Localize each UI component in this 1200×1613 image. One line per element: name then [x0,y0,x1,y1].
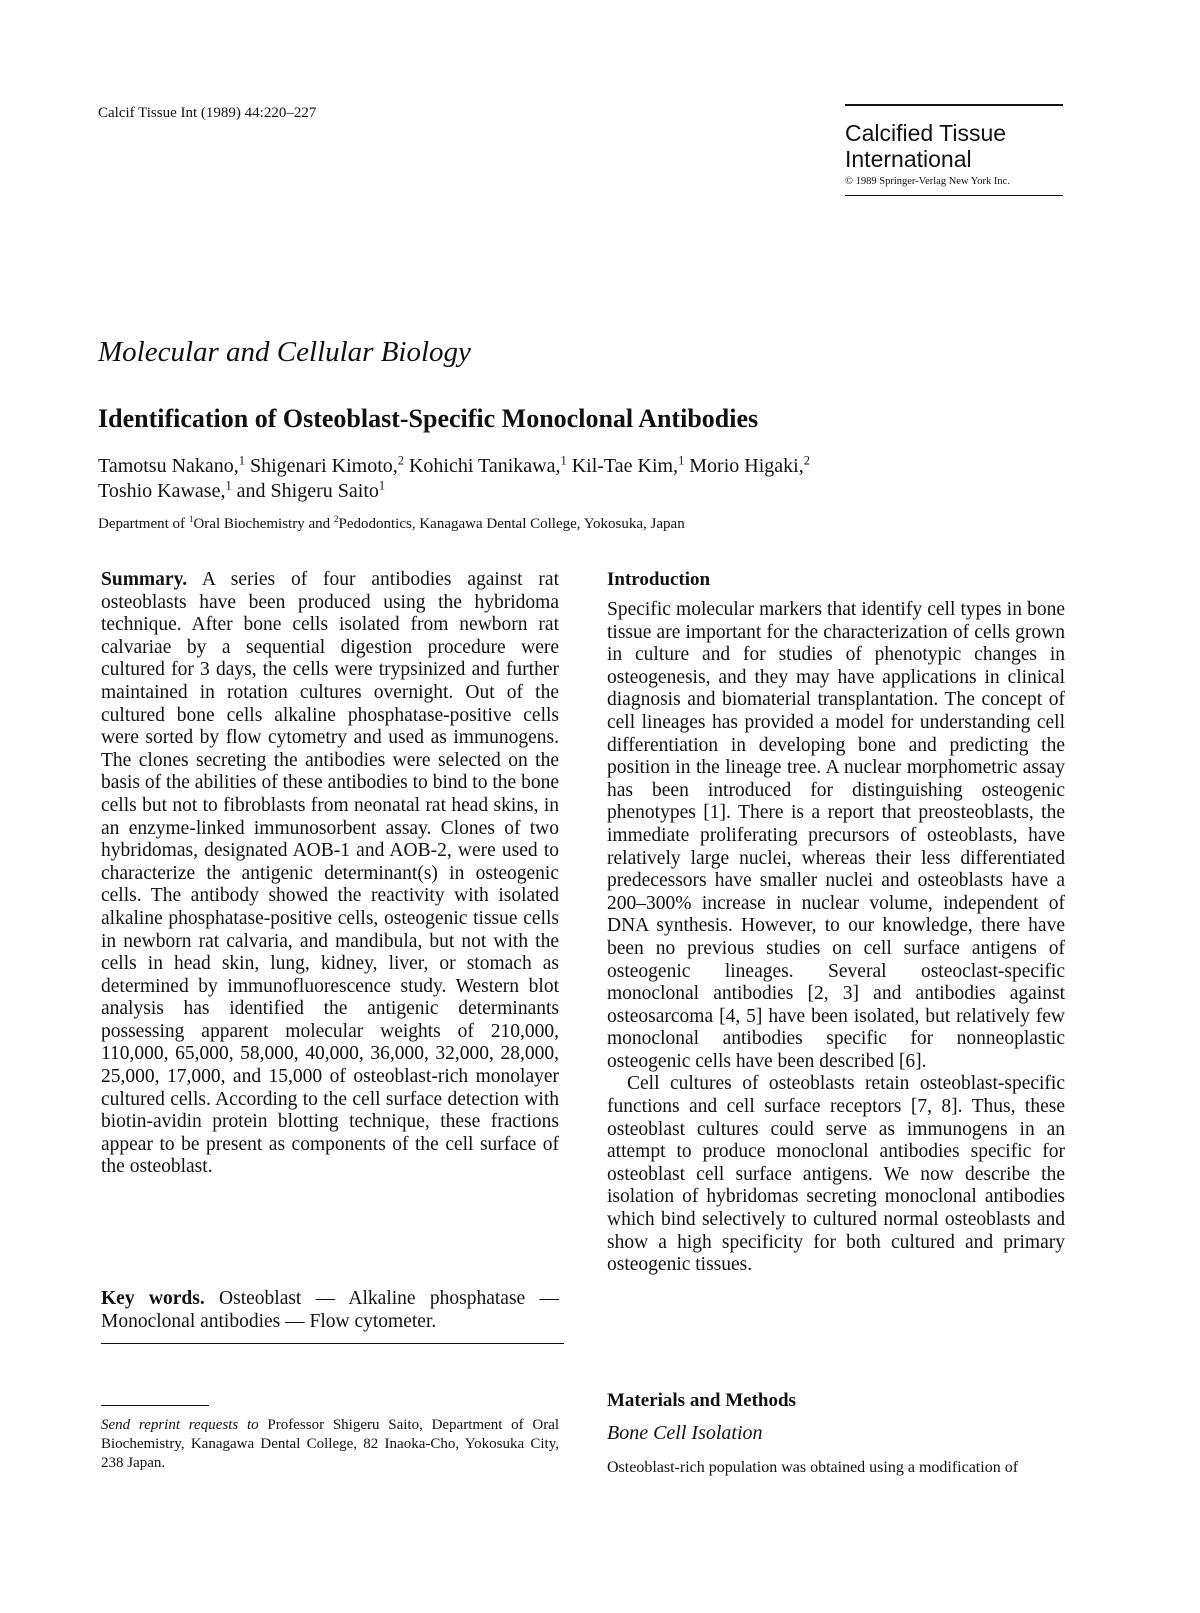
author: Kil-Tae Kim,$^1$ [571,453,685,477]
introduction-heading: Introduction [607,569,711,590]
citation: Calcif Tissue Int (1989) 44:220–227 [98,105,317,121]
footnote-divider [101,1405,209,1406]
author: Shigenari Kimoto,$^2$ [250,453,404,477]
author: Kohichi Tanikawa,$^1$ [408,453,567,477]
keywords [101,1288,559,1333]
keywords-text: Osteoblast — Alkaline phosphatase — Monoclonal antibodies — Flow cytometer. [101,1288,560,1332]
author: Toshio Kawase,$^1$ [98,478,232,502]
article-title: Identification of Osteoblast-Specific Monoclonal Antibodies [98,404,759,433]
summary-abstract [101,569,559,1179]
introduction-body [607,599,1065,1277]
reprint-footnote [101,1416,559,1473]
journal-masthead [845,104,1063,196]
abstract-divider [101,1343,564,1344]
keywords-label: Key words. [101,1288,205,1309]
author-list [98,454,998,504]
copyright: © 1989 Springer-Verlag New York Inc. [845,176,1010,187]
author: Tamotsu Nakano,$^1$ [98,453,245,477]
masthead-bottom-rule [845,195,1063,196]
affiliation: Department of $^1$Oral Biochemistry and $^2$Pedodontics, Kanagawa Dental College, Yokosuka, Japan [98,515,685,532]
footnote-label: Send reprint requests to [101,1417,259,1433]
subsection-heading: Bone Cell Isolation [607,1422,763,1444]
summary-text: A series of four antibodies against rat osteoblasts have been produced using the hybridoma technique. After bone cells isolated from newborn rat calvariae by a sequential digestion procedure were cultured for 3 days, the cells were trypsinized and further maintained in rotation cultures overnight. Out of the cultured bone cells alkaline phosphatase-positive cells were sorted by flow cytometry and used as immunogens. The clones secreting the antibodies were selected on the basis of the abilities of these antibodies to bind to the bone cells but not to fibroblasts from neonatal rat head skins, in an enzyme-linked immunosorbent assay. Clones of two hybridomas, designated AOB-1 and AOB-2, were used to characterize the antigenic determinant(s) in osteogenic cells. The antibody showed the reactivity with isolated alkaline phosphatase-positive cells, osteogenic tissue cells in newborn rat calvaria, and mandibula, but not with the cells in head skin, lung, kidney, liver, or stomach as determined by immunofluorescence study. Western blot analysis has identified the antigenic determinants possessing apparent molecular weights of 210,000, 110,000, 65,000, 58,000, 40,000, 36,000, 32,000, 28,000, 25,000, 17,000, and 15,000 of osteoblast-rich monolayer cultured cells. According to the cell surface detection with biotin-avidin protein blotting technique, these fractions appear to be present as components of the cell surface of the osteoblast. [101,569,559,1178]
summary-label: Summary. [101,569,188,590]
journal-name: Calcified Tissue International [845,120,1007,172]
author: and Shigeru Saito$^1$ [236,478,386,502]
paragraph: Cell cultures of osteoblasts retain osteoblast-specific functions and cell surface receptors [7, 8]. Thus, these osteoblast cultures could serve as immunogens in an attempt to produce monoclonal antibodies specific for osteoblast cell surface antigens. We now describe the isolation of hybridomas secreting monoclonal antibodies which bind selectively to cultured normal osteoblasts and show a high specificity for both cultured and primary osteogenic tissues. [607,1073,1065,1276]
methods-heading: Materials and Methods [607,1390,796,1411]
masthead-top-rule [845,104,1063,106]
paragraph: Specific molecular markers that identify cell types in bone tissue are important for the characterization of cells grown in culture and for studies of phenotypic changes in osteogenesis, and they may have applications in clinical diagnosis and biomaterial transplantation. The concept of cell lineages has provided a model for understanding cell differentiation in developing bone and predicting the position in the lineage tree. A nuclear morphometric assay has been introduced for distinguishing osteogenic phenotypes [1]. There is a report that preosteoblasts, the immediate proliferating precursors of osteoblasts, have relatively large nuclei, whereas their less differentiated predecessors have smaller nuclei and osteoblasts have a 200–300% increase in nuclear volume, independent of DNA synthesis. However, to our knowledge, there have been no previous studies on cell surface antigens of osteogenic lineages. Several osteoclast-specific monoclonal antibodies [2, 3] and antibodies against osteosarcoma [4, 5] have been isolated, but relatively few monoclonal antibodies specific for nonneoplastic osteogenic cells have been described [6]. [607,599,1065,1072]
footnote-text: Professor Shigeru Saito, Department of Oral Biochemistry, Kanagawa Dental College, 82 Inaoka-Cho, Yokosuka City, 238 Japan. [101,1417,560,1471]
section-heading: Molecular and Cellular Biology [98,336,471,368]
author: Morio Higaki,$^2$ [689,453,810,477]
methods-text: Osteoblast-rich population was obtained using a modification of [607,1459,1019,1476]
